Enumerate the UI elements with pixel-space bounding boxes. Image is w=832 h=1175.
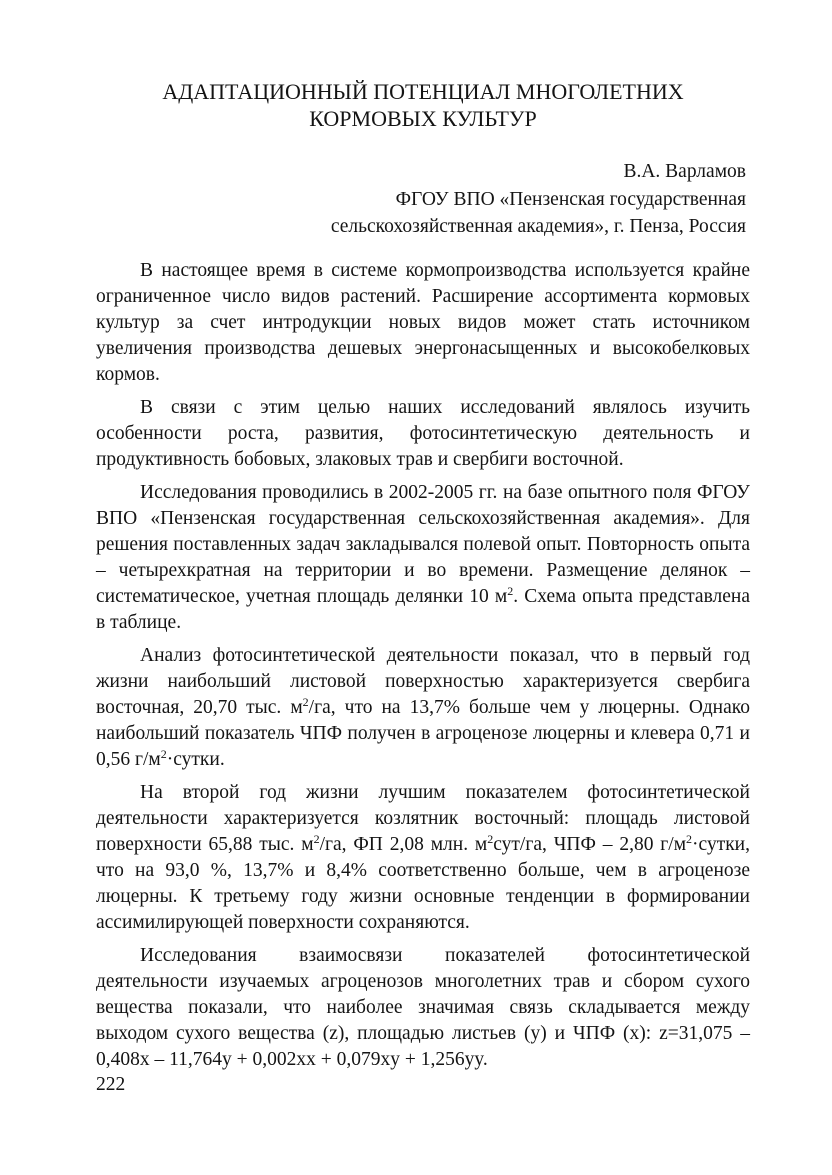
paragraph-5: [96, 780, 750, 936]
superscript: 2: [160, 747, 167, 761]
paragraph-3-text-b: . Схема опыта представлена в таблице.: [96, 586, 750, 633]
paragraph-3: [96, 480, 750, 636]
title-line-1: АДАПТАЦИОННЫЙ ПОТЕНЦИАЛ МНОГОЛЕТНИХ: [162, 79, 684, 104]
affiliation-line-2: сельскохозяйственная академия», г. Пенза, Россия: [330, 216, 746, 237]
superscript: 2: [313, 832, 320, 846]
superscript: 2: [302, 695, 309, 709]
paragraph-4-text-b: /га, что на 13,7% больше чем у люцерны. Однако наибольший показатель ЧПФ получен в агроценозе люцерны и клевера 0,71 и 0,56 г/м: [96, 697, 750, 770]
title-line-2: КОРМОВЫХ КУЛЬТУР: [309, 106, 537, 131]
affiliation-line-1: ФГОУ ВПО «Пензенская государственная: [395, 188, 746, 210]
article-body: [96, 258, 750, 1080]
paragraph-5-text-a: На второй год жизни лучшим показателем фотосинтетической деятельности характеризуется козлятник восточный: площадь листовой поверхности 65,88 тыс. м: [96, 782, 750, 855]
paragraph-5-text-b: /га, ФП 2,08 млн. м: [319, 834, 488, 855]
author-block: [331, 158, 746, 241]
superscript: 2: [507, 584, 514, 598]
page-number: 222: [96, 1074, 126, 1095]
paragraph-5-text-c: сут/га, ЧПФ – 2,80 г/м: [493, 834, 687, 855]
paragraph-1: В настоящее время в системе кормопроизводства используется крайне ограниченное число видов растений. Расширение ассортимента кормовых культур за счет интродукции новых видов может стать источником увеличения производства дешевых энергонасыщенных и высокобелковых кормов.: [96, 260, 750, 385]
paragraph-5-text-d: ·сутки, что на 93,0 %, 13,7% и 8,4% соответственно больше, чем в агроценозе люцерны. К третьему году жизни основные тенденции в формировании ассимилирующей поверхности сохраняются.: [96, 834, 750, 933]
superscript: 2: [487, 832, 494, 846]
author-name: В.А. Варламов: [623, 161, 746, 182]
paragraph-4: [96, 643, 750, 773]
paragraph-2: В связи с этим целью наших исследований являлось изучить особенности роста, развития, фотосинтетическую деятельность и продуктивность бобовых, злаковых трав и свербиги восточной.: [96, 397, 750, 470]
paragraph-4-text-a: Анализ фотосинтетической деятельности показал, что в первый год жизни наибольший листовой поверхностью характеризуется свербига восточная, 20,70 тыс. м: [96, 645, 750, 718]
paragraph-4-text-c: ·сутки.: [166, 749, 225, 770]
paragraph-3-text-a: Исследования проводились в 2002-2005 гг. на базе опытного поля ФГОУ ВПО «Пензенская государственная сельскохозяйственная академия». Для решения поставленных задач закладывался полевой опыт. Повторность опыта – четырехкратная на территории и во времени. Размещение делянок – систематическое, учетная площадь делянки 10 м: [96, 482, 750, 607]
paragraph-6: Исследования взаимосвязи показателей фотосинтетической деятельности изучаемых агроценозов многолетних трав и сбором сухого вещества показали, что наиболее значимая связь складывается между выходом сухого вещества (z), площадью листьев (y) и ЧПФ (x): z=31,075 – 0,408x – 11,764y + 0,002xx + 0,079xy + 1,256yy.: [96, 945, 750, 1070]
article-title: [80, 78, 766, 132]
superscript: 2: [686, 832, 693, 846]
